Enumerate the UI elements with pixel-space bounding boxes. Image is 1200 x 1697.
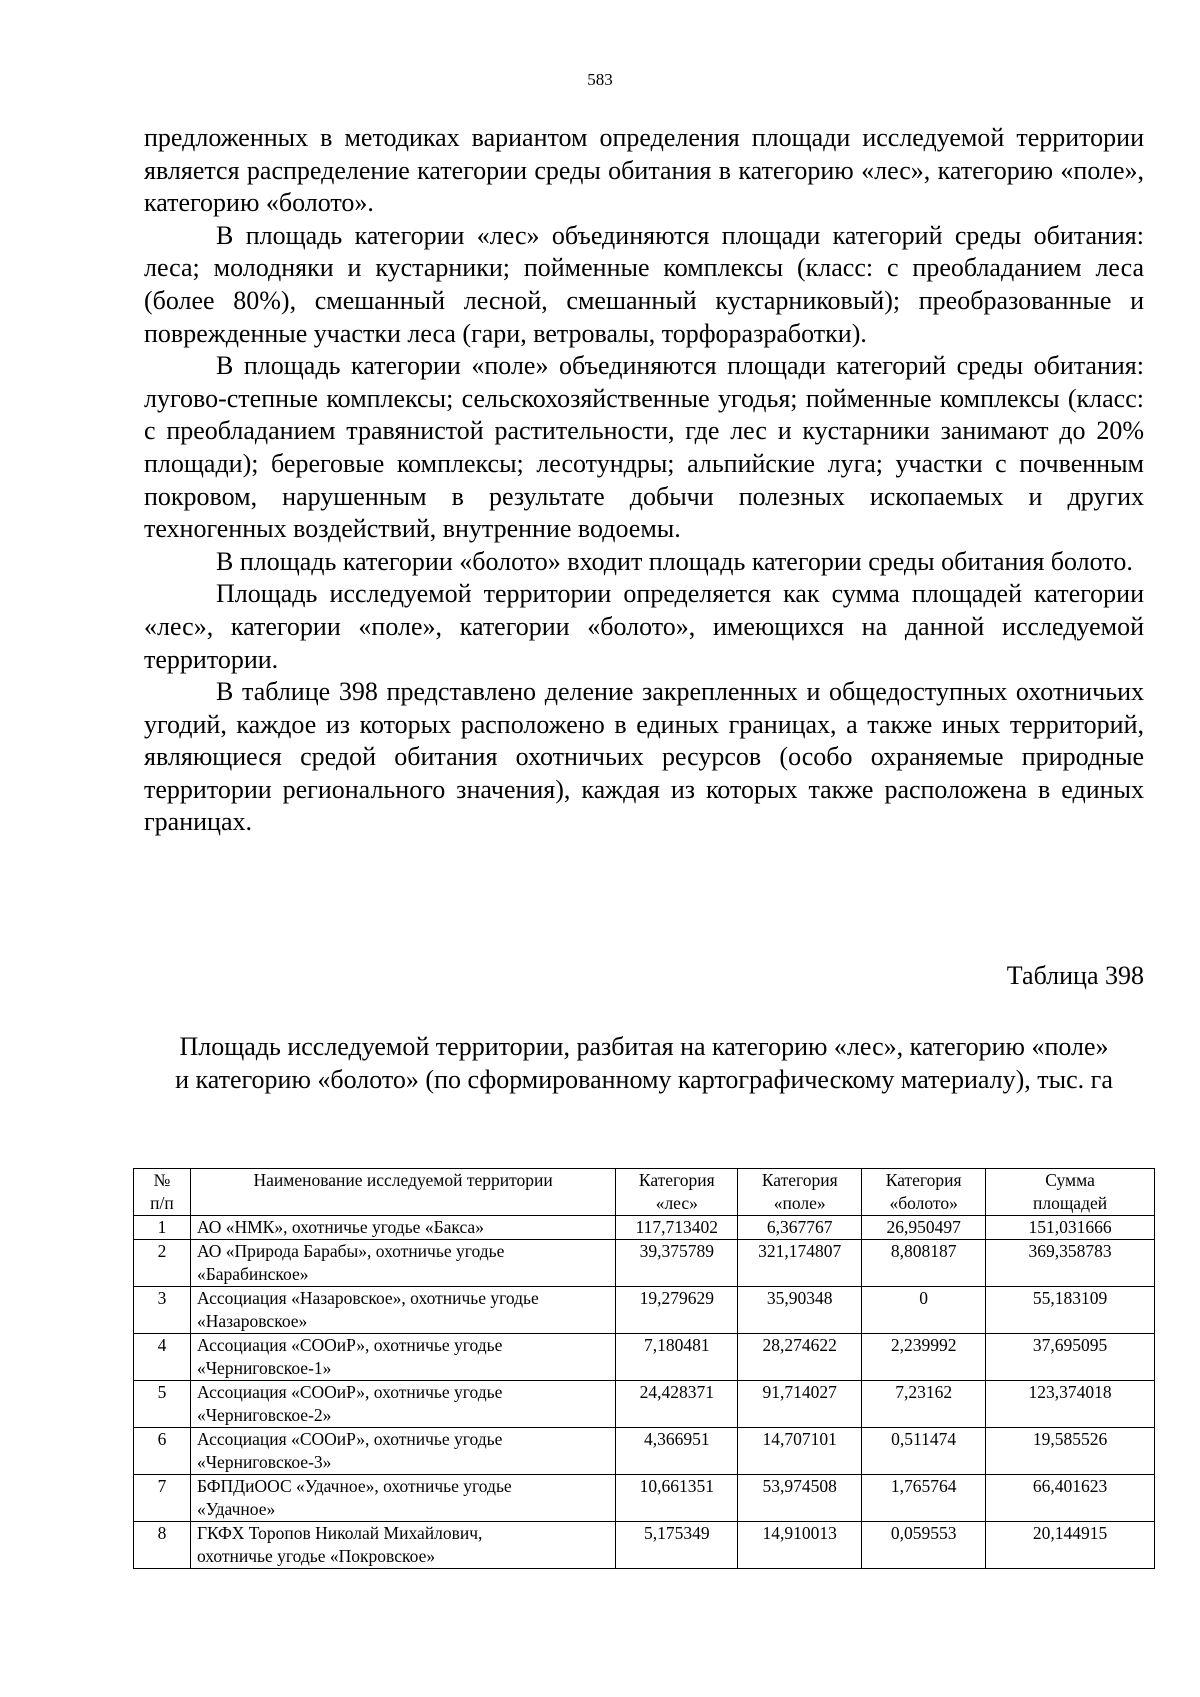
cell-total: 369,358783 [986,1240,1155,1287]
row-number: 4 [134,1334,191,1381]
cell-swamp: 0,511474 [862,1428,986,1475]
cell-total: 151,031666 [986,1216,1155,1240]
cell-forest: 7,180481 [616,1334,738,1381]
header-total: Сумма площадей [986,1169,1155,1216]
row-name: АО «НМК», охотничье угодье «Бакса» [190,1216,615,1240]
table-row [134,1522,1155,1569]
cell-field: 14,910013 [738,1522,862,1569]
table-row [134,1475,1155,1522]
header-name: Наименование исследуемой территории [190,1169,615,1216]
paragraph: предложенных в методиках вариантом определения площади исследуемой территории является распределение категории среды обитания в категорию «лес», категорию «поле», категорию «болото». [144,123,1144,218]
header-number: № п/п [134,1169,191,1216]
cell-field: 28,274622 [738,1334,862,1381]
cell-total: 55,183109 [986,1287,1155,1334]
cell-swamp: 7,23162 [862,1381,986,1428]
row-number: 3 [134,1287,191,1334]
cell-total: 37,695095 [986,1334,1155,1381]
table-row [134,1287,1155,1334]
header-swamp: Категория «болото» [862,1169,986,1216]
cell-total: 20,144915 [986,1522,1155,1569]
row-name: АО «Природа Барабы», охотничье угодье «Барабинское» [190,1240,615,1287]
cell-forest: 24,428371 [616,1381,738,1428]
paragraph: В площадь категории «болото» входит площадь категории среды обитания болото. [216,546,1133,576]
data-table [133,1168,1155,1569]
cell-total: 66,401623 [986,1475,1155,1522]
cell-forest: 19,279629 [616,1287,738,1334]
cell-field: 14,707101 [738,1428,862,1475]
cell-field: 6,367767 [738,1216,862,1240]
cell-swamp: 0,059553 [862,1522,986,1569]
header-forest: Категория «лес» [616,1169,738,1216]
table-row [134,1428,1155,1475]
row-name: БФПДиООС «Удачное», охотничье угодье «Удачное» [190,1475,615,1522]
cell-forest: 117,713402 [616,1216,738,1240]
table-header-row [134,1169,1155,1216]
cell-field: 321,174807 [738,1240,862,1287]
cell-forest: 39,375789 [616,1240,738,1287]
cell-field: 53,974508 [738,1475,862,1522]
page-number: 583 [587,70,613,89]
row-number: 8 [134,1522,191,1569]
row-number: 5 [134,1381,191,1428]
row-name: Ассоциация «СООиР», охотничье угодье «Черниговское-3» [190,1428,615,1475]
paragraph: В таблице 398 представлено деление закрепленных и общедоступных охотничьих угодий, каждое из которых расположено в единых границах, а также иных территорий, являющиеся средой обитания охотничьих ресурсов (особо охраняемые природные территории регионального значения), каждая из которых также расположена в единых границах. [144,677,1144,837]
row-number: 6 [134,1428,191,1475]
body-text [144,122,1144,839]
table-title: Площадь исследуемой территории, разбитая на категорию «лес», категорию «поле» и категорию «болото» (по сформированному картографическому материалу), тыс. га [175,1032,1113,1094]
cell-swamp: 26,950497 [862,1216,986,1240]
cell-field: 91,714027 [738,1381,862,1428]
table-row [134,1381,1155,1428]
cell-forest: 4,366951 [616,1428,738,1475]
paragraph: Площадь исследуемой территории определяется как сумма площадей категории «лес», категории «поле», категории «болото», имеющихся на данной исследуемой территории. [144,579,1144,674]
header-field: Категория «поле» [738,1169,862,1216]
cell-total: 19,585526 [986,1428,1155,1475]
cell-swamp: 0 [862,1287,986,1334]
row-name: Ассоциация «Назаровское», охотничье угодье «Назаровское» [190,1287,615,1334]
paragraph: В площадь категории «лес» объединяются площади категорий среды обитания: леса; молодняки и кустарники; пойменные комплексы (класс: с преобладанием леса (более 80%), смешанный лесной, смешанный кустарниковый); преобразованные и поврежденные участки леса (гари, ветровалы, торфоразработки). [144,220,1144,348]
table-row [134,1240,1155,1287]
cell-forest: 5,175349 [616,1522,738,1569]
row-number: 2 [134,1240,191,1287]
cell-swamp: 1,765764 [862,1475,986,1522]
cell-forest: 10,661351 [616,1475,738,1522]
cell-total: 123,374018 [986,1381,1155,1428]
row-number: 7 [134,1475,191,1522]
cell-field: 35,90348 [738,1287,862,1334]
table-label: Таблица 398 [1006,961,1144,990]
row-number: 1 [134,1216,191,1240]
cell-swamp: 8,808187 [862,1240,986,1287]
table-row [134,1334,1155,1381]
table-row [134,1216,1155,1240]
paragraph: В площадь категории «поле» объединяются площади категорий среды обитания: лугово-степные комплексы; сельскохозяйственные угодья; пойменные комплексы (класс: с преобладанием травянистой растительности, где лес и кустарники занимают до 20% площади); береговые комплексы; лесотундры; альпийские луга; участки с почвенным покровом, нарушенным в результате добычи полезных ископаемых и других техногенных воздействий, внутренние водоемы. [144,351,1144,544]
row-name: Ассоциация «СООиР», охотничье угодье «Черниговское-1» [190,1334,615,1381]
row-name: ГКФХ Торопов Николай Михайлович, охотничье угодье «Покровское» [190,1522,615,1569]
row-name: Ассоциация «СООиР», охотничье угодье «Черниговское-2» [190,1381,615,1428]
cell-swamp: 2,239992 [862,1334,986,1381]
